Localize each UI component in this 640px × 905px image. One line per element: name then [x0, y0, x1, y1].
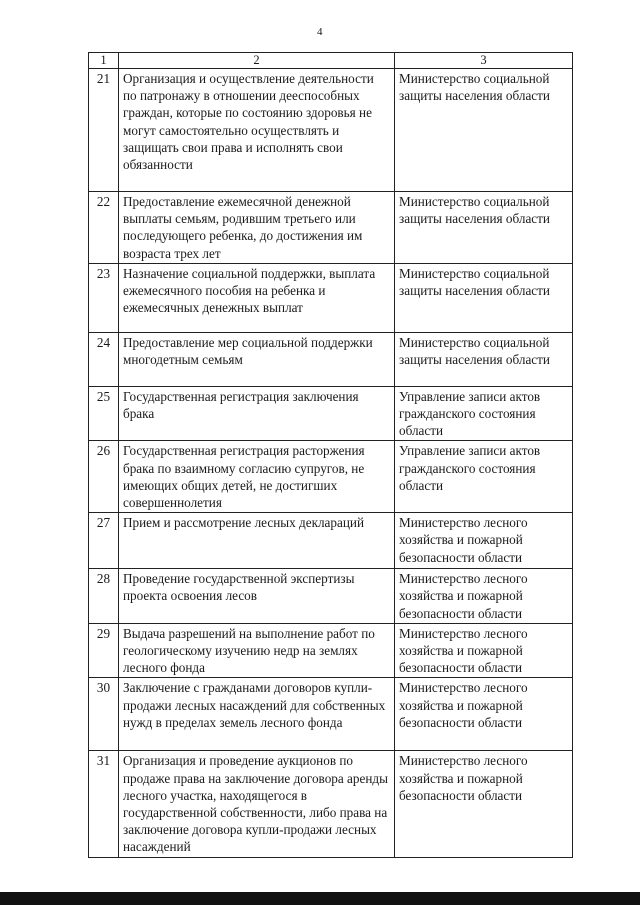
row-number-cell: 22: [89, 192, 119, 264]
service-name-cell: Заключение с гражданами договоров купли-продажи лесных насаждений для собственных нужд в пределах земель лесного фонда: [119, 678, 395, 751]
service-name-cell: Государственная регистрация расторжения брака по взаимному согласию супругов, не имеющих общих детей, не достигших совершеннолетия: [119, 441, 395, 513]
responsible-body-cell: Управление записи актов гражданского состояния области: [395, 441, 573, 513]
table-row: [89, 263, 573, 332]
responsible-body-cell: Министерство социальной защиты населения области: [395, 263, 573, 332]
row-number-cell: 28: [89, 569, 119, 624]
service-name-cell: Организация и проведение аукционов по продаже права на заключение договора аренды лесного участка, находящегося в государственной собственности, либо права на заключение договора купли-продажи лесных насаждений: [119, 751, 395, 857]
table-row: [89, 678, 573, 751]
page-number: 4: [317, 26, 323, 38]
service-name-cell: Назначение социальной поддержки, выплата ежемесячного пособия на ребенка и ежемесячных денежных выплат: [119, 263, 395, 332]
service-name-cell: Проведение государственной экспертизы проекта освоения лесов: [119, 569, 395, 624]
row-number-cell: 31: [89, 751, 119, 857]
row-number-cell: 26: [89, 441, 119, 513]
responsible-body-cell: Министерство социальной защиты населения области: [395, 192, 573, 264]
services-table: [88, 52, 573, 858]
responsible-body-cell: Министерство социальной защиты населения области: [395, 69, 573, 192]
table-row: [89, 751, 573, 857]
row-number-cell: 25: [89, 386, 119, 441]
header-cell-body: 3: [395, 53, 573, 69]
responsible-body-cell: Министерство лесного хозяйства и пожарной безопасности области: [395, 751, 573, 857]
responsible-body-cell: Управление записи актов гражданского состояния области: [395, 386, 573, 441]
row-number-cell: 23: [89, 263, 119, 332]
table-body: [89, 53, 573, 858]
table-row: [89, 441, 573, 513]
responsible-body-cell: Министерство социальной защиты населения области: [395, 332, 573, 386]
row-number-cell: 30: [89, 678, 119, 751]
header-cell-num: 1: [89, 53, 119, 69]
responsible-body-cell: Министерство лесного хозяйства и пожарной безопасности области: [395, 513, 573, 569]
table-row: [89, 192, 573, 264]
header-cell-service: 2: [119, 53, 395, 69]
table-row: [89, 332, 573, 386]
service-name-cell: Прием и рассмотрение лесных деклараций: [119, 513, 395, 569]
table-row: [89, 513, 573, 569]
row-number-cell: 27: [89, 513, 119, 569]
service-name-cell: Государственная регистрация заключения брака: [119, 386, 395, 441]
table-row: [89, 69, 573, 192]
service-name-cell: Предоставление ежемесячной денежной выплаты семьям, родившим третьего или последующего ребенка, до достижения им возраста трех лет: [119, 192, 395, 264]
service-name-cell: Выдача разрешений на выполнение работ по геологическому изучению недр на землях лесного фонда: [119, 623, 395, 678]
scan-bottom-edge: [0, 892, 640, 905]
table-row: [89, 386, 573, 441]
table-row: [89, 569, 573, 624]
responsible-body-cell: Министерство лесного хозяйства и пожарной безопасности области: [395, 623, 573, 678]
service-name-cell: Организация и осуществление деятельности по патронажу в отношении дееспособных граждан, которые по состоянию здоровья не могут самостоятельно осуществлять и защищать свои права и исполнять свои обязанности: [119, 69, 395, 192]
row-number-cell: 24: [89, 332, 119, 386]
row-number-cell: 29: [89, 623, 119, 678]
service-name-cell: Предоставление мер социальной поддержки многодетным семьям: [119, 332, 395, 386]
responsible-body-cell: Министерство лесного хозяйства и пожарной безопасности области: [395, 569, 573, 624]
responsible-body-cell: Министерство лесного хозяйства и пожарной безопасности области: [395, 678, 573, 751]
row-number-cell: 21: [89, 69, 119, 192]
table-header-row: [89, 53, 573, 69]
table-row: [89, 623, 573, 678]
